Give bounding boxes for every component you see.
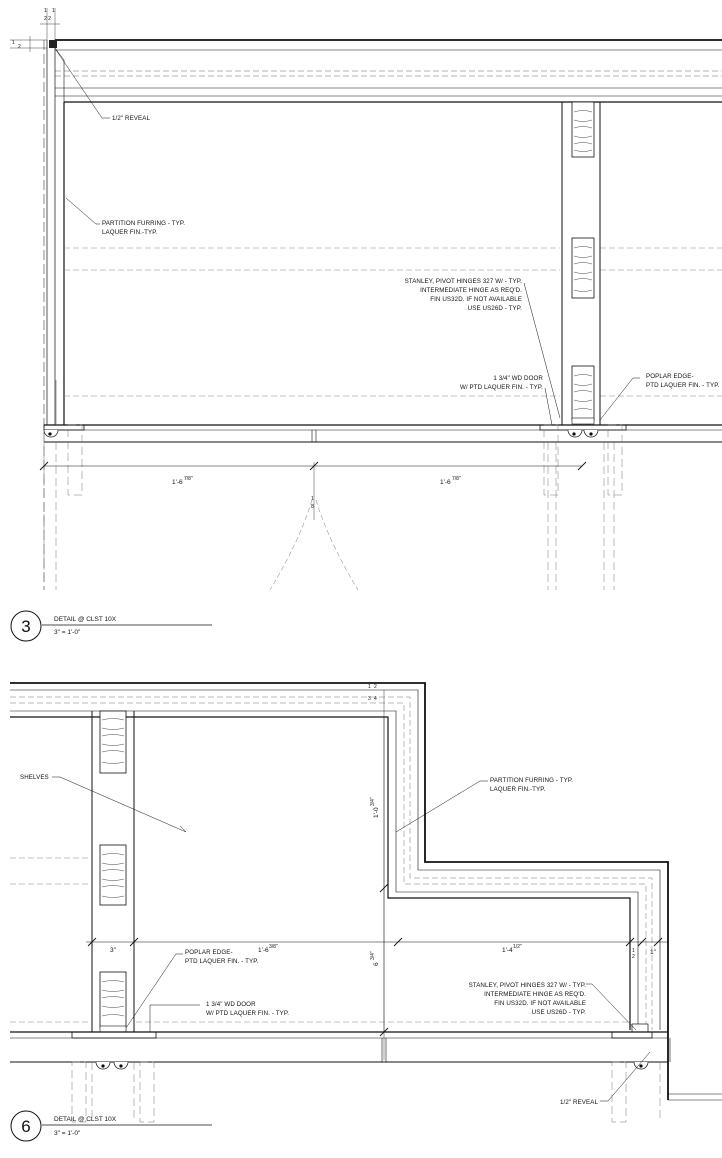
d6-note-reveal: 1/2" REVEAL — [559, 1099, 598, 1106]
d6-dim-half-frac: 2 — [632, 954, 635, 960]
d6-dim-three: 3" — [110, 947, 116, 954]
d3-dim-left: 1'-6 — [172, 479, 183, 486]
d6-dim-top-half: 1 — [368, 684, 371, 690]
d6-detail-number: 6 — [21, 1117, 31, 1136]
d3-detail-scale: 3" = 1'-0" — [54, 629, 81, 636]
d3-note-furring-1: PARTITION FURRING - TYP. — [102, 220, 186, 227]
d6-dim-right-frac: 1/2" — [513, 944, 522, 950]
detail-3-plan — [10, 8, 722, 641]
d3-dim-right-frac: 7/8" — [452, 476, 461, 482]
d6-note-door-1: 1 3/4" WD DOOR — [206, 1001, 256, 1008]
d3-note-hinge-1: STANLEY, PIVOT HINGES 327 W/ - TYP. — [404, 278, 522, 285]
d6-dim-left-frac: 3/8" — [269, 944, 278, 950]
d3-dim-top-b: 1 — [52, 8, 55, 14]
d3-note-hinge-4: USE US26D - TYP. — [467, 305, 522, 312]
d6-note-shelves: SHELVES — [20, 774, 49, 781]
d3-note-door-1: 1 3/4" WD DOOR — [493, 375, 543, 382]
d6-dim-vert-frac: 3/4" — [370, 797, 376, 806]
d6-note-furring-1: PARTITION FURRING - TYP. — [490, 777, 574, 784]
d6-dim-top-three: 3 — [368, 696, 371, 702]
d3-note-hinge-3: FIN US32D. IF NOT AVAILABLE — [430, 296, 522, 303]
d3-dim-top-frac: 2 2 — [44, 16, 51, 22]
d6-dim-right: 1'-4 — [502, 947, 513, 954]
d3-dim-top-a: 1 — [44, 8, 47, 14]
d3-note-edge-2: PTD LAQUER FIN. - TYP. — [646, 382, 720, 389]
d6-dim-vert2: 6 — [373, 962, 380, 966]
d3-note-reveal: 1/2" REVEAL — [112, 115, 151, 122]
d3-detail-title: DETAIL @ CLST 10X — [54, 616, 117, 623]
d3-dim-right: 1'-6 — [440, 479, 451, 486]
d3-dim-left-frac: 7/8" — [184, 476, 193, 482]
d3-note-edge-1: POPLAR EDGE- — [646, 373, 694, 380]
d6-note-hinge-4: USE US26D - TYP. — [531, 1009, 586, 1016]
d6-dim-top-three-frac: 4 — [374, 696, 377, 702]
d6-note-edge-1: POPLAR EDGE- — [185, 949, 233, 956]
d3-note-furring-2: LAQUER FIN.-TYP. — [102, 229, 158, 236]
d6-dim-vert: 1'-0 — [373, 807, 380, 818]
d6-dim-top-half-frac: 2 — [374, 684, 377, 690]
d3-note-hinge-2: INTERMEDIATE HINGE AS REQ'D. — [420, 287, 522, 294]
d3-dim-mid-frac: 8 — [311, 504, 314, 510]
d3-dim-side: 1 — [12, 40, 15, 46]
d6-note-furring-2: LAQUER FIN.-TYP. — [490, 786, 546, 793]
d3-dim-mid: 1 — [311, 496, 314, 502]
d6-dim-half-a: 1 — [632, 948, 635, 954]
d6-note-hinge-1: STANLEY, PIVOT HINGES 327 W/ - TYP. — [468, 982, 586, 989]
d3-dim-side-frac: 2 — [18, 44, 21, 50]
d6-dim-left: 1'-6 — [258, 947, 269, 954]
detail-6-plan — [10, 683, 722, 1141]
d6-dim-one-in: 1" — [650, 949, 656, 956]
d6-detail-title: DETAIL @ CLST 10X — [54, 1116, 117, 1123]
d6-detail-scale: 3" = 1'-0" — [54, 1130, 81, 1137]
d6-note-door-2: W/ PTD LAQUER FIN. - TYP. — [206, 1010, 290, 1017]
d3-note-door-2: W/ PTD LAQUER FIN. - TYP. — [459, 384, 543, 391]
d6-note-edge-2: PTD LAQUER FIN. - TYP. — [185, 958, 259, 965]
d6-note-hinge-2: INTERMEDIATE HINGE AS REQ'D. — [484, 991, 586, 998]
d6-dim-vert2-frac: 3/4" — [370, 951, 376, 960]
d6-note-hinge-3: FIN US32D. IF NOT AVAILABLE — [494, 1000, 586, 1007]
d3-detail-number: 3 — [21, 617, 31, 636]
